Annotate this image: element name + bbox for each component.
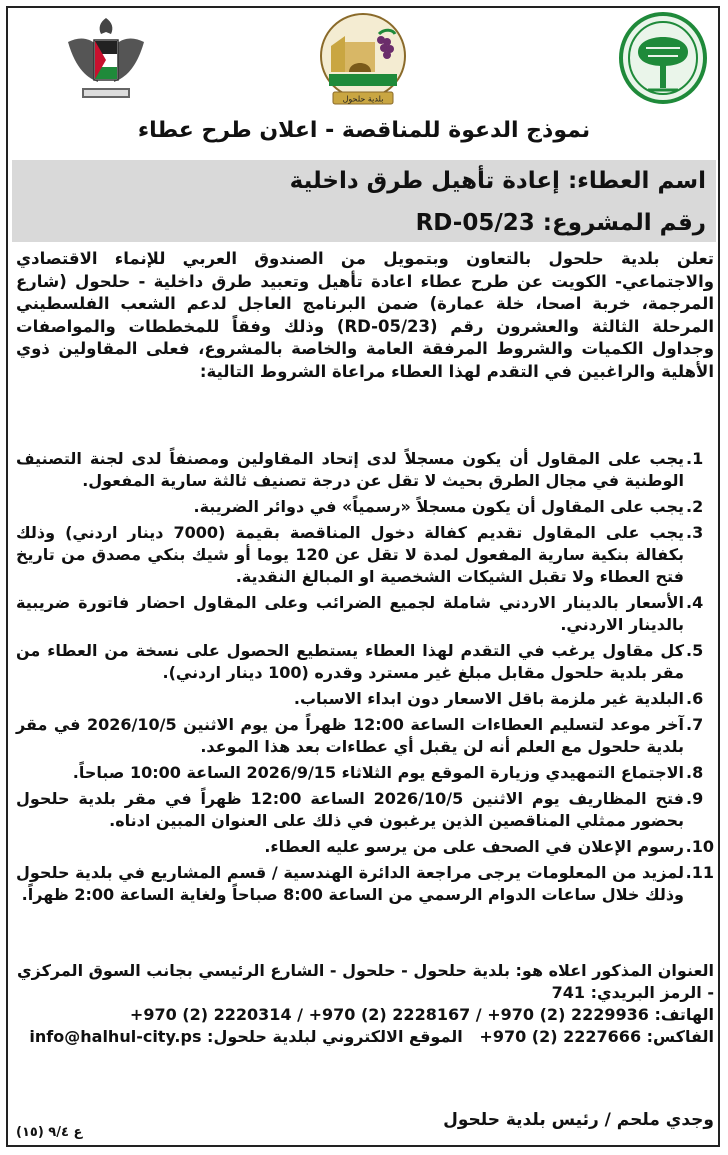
list-item (16, 762, 714, 784)
logo-caption: بلدية حلحول (342, 94, 384, 104)
tender-name: اسم العطاء: إعادة تأهيل طرق داخلية (289, 168, 706, 194)
fax-number: 2227666 (2) 970+ (479, 1027, 642, 1046)
item-text: الاجتماع التمهيدي وزيارة الموقع يوم الثلاثاء 2026/9/15 الساعة 10:00 صباحاً. (72, 763, 684, 782)
phone-numbers: 2229936 (2) 970+ / 2228167 (2) 970+ / 2220314 (2) 970+ (129, 1005, 649, 1024)
list-item (16, 522, 714, 588)
palestine-emblem-icon (60, 12, 152, 104)
website-label: الموقع الالكتروني لبلدية حلحول: (207, 1027, 463, 1046)
list-item (16, 788, 714, 832)
list-item (16, 496, 714, 518)
item-number: 2. (686, 497, 704, 516)
contact-block (16, 960, 714, 1048)
item-number: 3. (686, 523, 704, 542)
list-item (16, 836, 714, 858)
fax-line (16, 1026, 714, 1048)
item-number: 11. (685, 863, 714, 882)
green-tree-logo-icon (618, 12, 708, 104)
item-text: البلدية غير ملزمة باقل الاسعار دون ابداء الاسباب. (293, 689, 684, 708)
fax-label: الفاكس: (646, 1027, 714, 1046)
item-text: يجب على المقاول أن يكون مسجلاً «رسمياً» في دوائر الضريبة. (193, 497, 684, 516)
item-text: فتح المظاريف يوم الاثنين 2026/10/5 الساعة 12:00 ظهراً في مقر بلدية حلحول بحضور ممثلي المناقصين الذين يرغبون في ذلك على العنوان المبين ادناه. (16, 789, 684, 830)
list-item (16, 592, 714, 636)
signature: وجدي ملحم / رئيس بلدية حلحول (443, 1110, 714, 1130)
list-item (16, 640, 714, 684)
list-item (16, 714, 714, 758)
item-number: 9. (686, 789, 704, 808)
address-text: العنوان المذكور اعلاه هو: بلدية حلحول - حلحول - الشارع الرئيسي بجانب السوق المركزي - الرمز البريدي: 741 (16, 961, 714, 1002)
item-text: الأسعار بالدينار الاردني شاملة لجميع الضرائب وعلى المقاول احضار فاتورة ضريبية بالدينار الاردني. (16, 593, 684, 634)
halhul-municipality-logo-icon (315, 12, 411, 108)
item-text: يجب على المقاول تقديم كفالة دخول المناقصة بقيمة (7000 دينار اردني) وذلك بكفالة بنكية سارية المفعول لمدة لا تقل عن 120 يوما أو شيك بنكي مصدق من تاريخ فتح العطاء ولا تقبل الشيكات الشخصية او المبالغ النقدية. (16, 523, 685, 586)
reference-code: ع ٩/٤ (١٥) (16, 1125, 83, 1140)
email-link[interactable]: info@halhul-city.ps (29, 1027, 202, 1046)
item-number: 4. (686, 593, 704, 612)
phone-line (16, 1004, 714, 1026)
item-text: كل مقاول يرغب في التقدم لهذا العطاء يستطيع الحصول على نسخة من العطاء من مقر بلدية حلحول مقابل مبلغ غير مسترد وقدره (100 دينار اردني). (16, 641, 684, 682)
list-item (16, 448, 714, 492)
item-text: يجب على المقاول أن يكون مسجلاً لدى إتحاد المقاولين ومصنفاً لدى لجنة التصنيف الوطنية في مجال الطرق بحيث لا تقل عن درجة تصنيف ثالثة سارية المفعول. (16, 449, 684, 490)
page-title: نموذج الدعوة للمناقصة - اعلان طرح عطاء (137, 118, 591, 143)
conditions-list (16, 448, 714, 910)
list-item (16, 688, 714, 710)
item-text: رسوم الإعلان في الصحف على من يرسو عليه العطاء. (264, 837, 684, 856)
intro-paragraph: تعلن بلدية حلحول بالتعاون وبتمويل من الصندوق العربي للإنماء الاقتصادي والاجتماعي- الكويت عن طرح عطاء اعادة تأهيل وتعبيد طرق داخلية - حلحول (شارع المرجمة، خربة اصحا، خلة عمارة) ضمن البرنامج العاجل لدعم الشعب الفلسطيني المرحلة الثالثة والعشرون رقم (23/RD-05) وذلك وفقاً للمخططات والمواصفات وجداول الكميات والشروط المرفقة العامة والخاصة بالمشروع، فعلى المقاولين ذوي الأهلية والراغبين في التقدم لهذا العطاء مراعاة الشروط التالية: (16, 249, 714, 381)
project-number: رقم المشروع: 23/RD-05 (415, 210, 706, 236)
item-number: 5. (686, 641, 704, 660)
item-number: 7. (686, 715, 704, 734)
phone-label: الهاتف: (654, 1005, 714, 1024)
item-text: آخر موعد لتسليم العطاءات الساعة 12:00 ظهراً من يوم الاثنين 2026/10/5 في مقر بلدية حلحول مع العلم أنه لن يقبل أي عطاءات بعد هذا الموعد. (16, 715, 685, 756)
logo-row (60, 12, 708, 112)
item-text: لمزيد من المعلومات يرجى مراجعة الدائرة الهندسية / قسم المشاريع في بلدية حلحول وذلك خلال ساعات الدوام الرسمي من الساعة 8:00 صباحاً ولغاية الساعة 2:00 ظهراً. (16, 863, 684, 904)
item-number: 6. (686, 689, 704, 708)
item-number: 8. (686, 763, 704, 782)
item-number: 10. (685, 837, 714, 856)
item-number: 1. (686, 449, 704, 468)
list-item (16, 862, 714, 906)
